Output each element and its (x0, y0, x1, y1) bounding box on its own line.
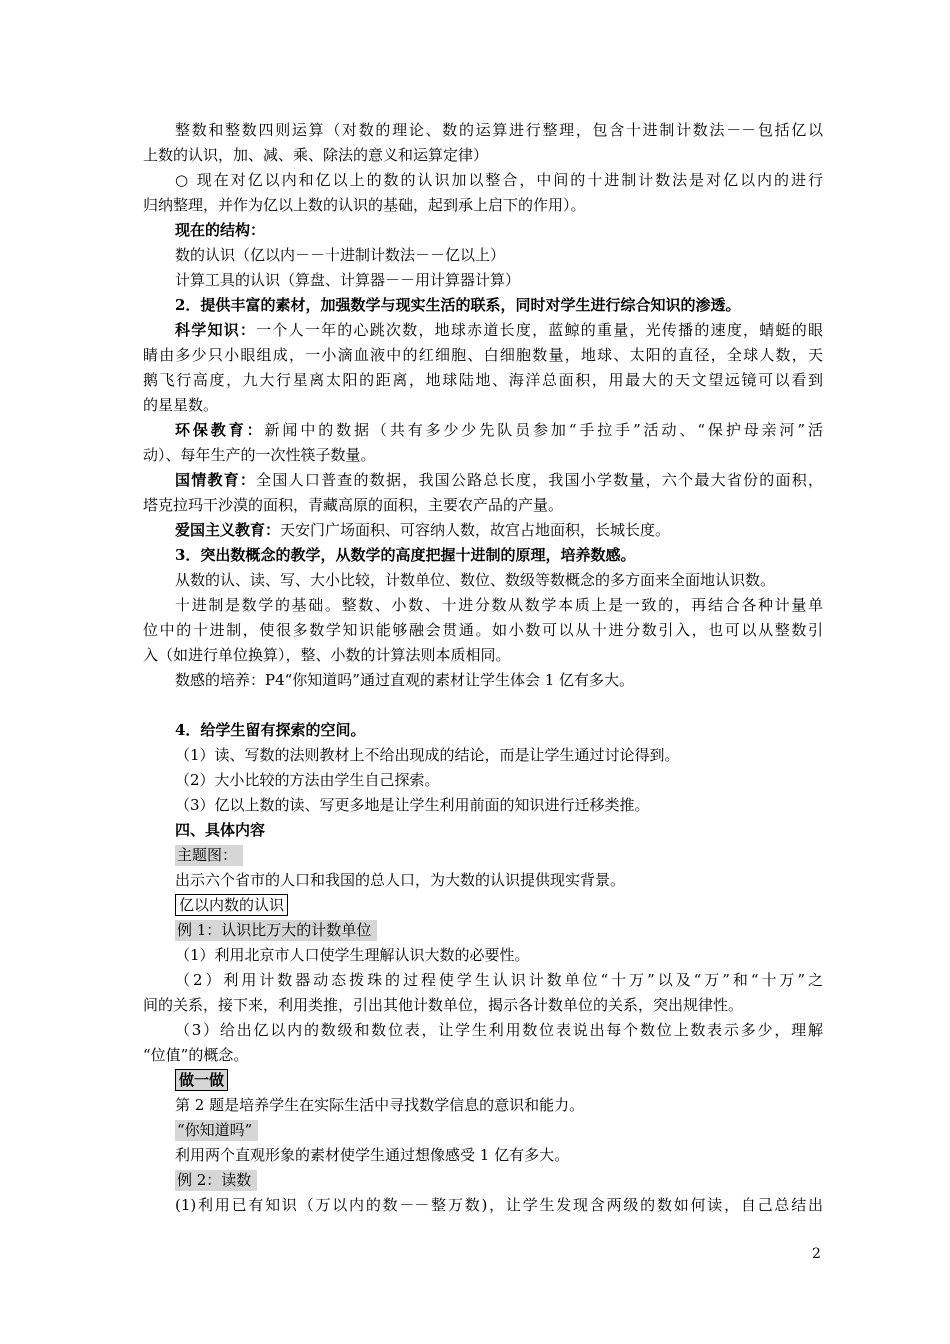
paragraph-line: （2）大小比较的方法由学生自己探索。 (175, 771, 440, 789)
section-heading: 2．提供丰富的素材，加强数学与现实生活的联系，同时对学生进行综合知识的渗透。 (175, 296, 741, 314)
paragraph-line: (1)利用已有知识（万以内的数－－整万数)，让学生发现含两级的数如何读，自己总结出 (175, 1196, 823, 1214)
paragraph-line: 动）、每年生产的一次性筷子数量。 (143, 446, 376, 464)
term-label: 科学知识： (175, 321, 257, 339)
paragraph-line: 计算工具的认识（算盘、计算器－－用计算器计算） (175, 271, 521, 289)
highlight-label: 例 2：读数 (175, 1170, 257, 1191)
page-number: 2 (812, 1246, 821, 1262)
highlight-label: 例 1：认识比万大的计数单位 (175, 920, 377, 941)
term-text: 天安门广场面积、可容纳人数，故宫占地面积，长城长度。 (280, 521, 671, 539)
highlight-line (143, 918, 823, 943)
paragraph-line: 第 2 题是培养学生在实际生活中寻找数学信息的意识和能力。 (175, 1096, 585, 1114)
section-heading: 4．给学生留有探索的空间。 (175, 721, 366, 739)
section-heading: 四、具体内容 (175, 821, 266, 839)
paragraph-line: 塔克拉玛干沙漠的面积，青藏高原的面积，主要农产品的产量。 (143, 496, 564, 514)
term-label: 环保教育： (175, 421, 265, 439)
document-body (143, 118, 823, 1218)
highlight-label: “你知道吗” (175, 1120, 258, 1141)
paragraph-line: 的星星数。 (143, 396, 219, 414)
paragraph-line: 从数的认、读、写、大小比较，计数单位、数位、数级等数概念的多方面来全面地认识数。 (175, 571, 776, 589)
paragraph-line: 鹅飞行高度，九大行星离太阳的距离，地球陆地、海洋总面积，用最大的天文望远镜可以看到 (143, 371, 823, 389)
paragraph-line: （3）给出亿以内的数级和数位表，让学生利用数位表说出每个数位上数表示多少，理解 (175, 1021, 823, 1039)
paragraph-line: 入（如进行单位换算），整、小数的计算法则本质相同。 (143, 646, 511, 664)
paragraph-line (143, 318, 823, 343)
highlight-line (143, 1168, 823, 1193)
paragraph-line: 间的关系，接下来，利用类推，引出其他计数单位，揭示各计数单位的关系，突出规律性。 (143, 996, 744, 1014)
paragraph-line: 数感的培养：P4“你知道吗”通过直观的素材让学生体会 1 亿有多大。 (175, 671, 635, 689)
highlight-label: 主题图： (175, 845, 243, 866)
paragraph-line: 十进制是数学的基础。整数、小数、十进分数从数学本质上是一致的，再结合各种计量单 (175, 596, 823, 614)
term-label: 国情教育： (175, 471, 257, 489)
paragraph-line: 出示六个省市的人口和我国的总人口，为大数的认识提供现实背景。 (175, 871, 626, 889)
term-text: 一个人一年的心跳次数，地球赤道长度，蓝鲸的重量，光传播的速度，蜻蜓的眼 (256, 321, 823, 339)
blank-line (143, 693, 823, 718)
boxed-line (143, 1068, 823, 1093)
highlight-line (143, 843, 823, 868)
paragraph-line: 利用两个直观形象的素材使学生通过想像感受 1 亿有多大。 (175, 1146, 570, 1164)
paragraph-line: （3）亿以上数的读、写更多地是让学生利用前面的知识进行迁移类推。 (175, 796, 650, 814)
section-heading: 现在的结构： (175, 221, 266, 239)
section-heading: 3．突出数概念的教学，从数学的高度把握十进制的原理，培养数感。 (175, 546, 636, 564)
term-label: 爱国主义教育： (175, 521, 281, 539)
paragraph-line: 整数和整数四则运算（对数的理论、数的运算进行整理，包含十进制计数法－－包括亿以 (175, 121, 823, 139)
paragraph-line (143, 518, 823, 543)
boxed-label: 亿以内数的认识 (175, 894, 288, 916)
paragraph-line: ○ 现在对亿以内和亿以上的数的认识加以整合，中间的十进制计数法是对亿以内的进行 (175, 171, 823, 189)
paragraph-line: 上数的认识，加、减、乘、除法的意义和运算定律） (143, 146, 489, 164)
paragraph-line: 位中的十进制，使很多数学知识能够融会贯通。如小数可以从十进分数引入，也可以从整数引 (143, 621, 823, 639)
paragraph-line: （1）利用北京市人口使学生理解认识大数的必要性。 (175, 946, 530, 964)
paragraph-line: （1）读、写数的法则教材上不给出现成的结论，而是让学生通过讨论得到。 (175, 746, 680, 764)
term-text: 新闻中的数据（共有多少少先队员参加“手拉手”活动、“保护母亲河”活 (264, 421, 823, 439)
highlight-line (143, 1118, 823, 1143)
paragraph-line (143, 468, 823, 493)
paragraph-line: （2）利用计数器动态拨珠的过程使学生认识计数单位“十万”以及“万”和“十万”之 (175, 971, 823, 989)
boxed-label: 做一做 (175, 1069, 228, 1091)
paragraph-line (143, 418, 823, 443)
paragraph-line: 睛由多少只小眼组成，一小滴血液中的红细胞、白细胞数量，地球、太阳的直径，全球人数，天 (143, 346, 823, 364)
paragraph-line: “位值”的概念。 (143, 1046, 249, 1064)
boxed-line (143, 893, 823, 918)
term-text: 全国人口普查的数据，我国公路总长度，我国小学数量，六个最大省份的面积， (256, 471, 823, 489)
paragraph-line: 数的认识（亿以内－－十进制计数法－－亿以上） (175, 246, 506, 264)
paragraph-line: 归纳整理，并作为亿以上数的认识的基础，起到承上启下的作用）。 (143, 196, 586, 214)
